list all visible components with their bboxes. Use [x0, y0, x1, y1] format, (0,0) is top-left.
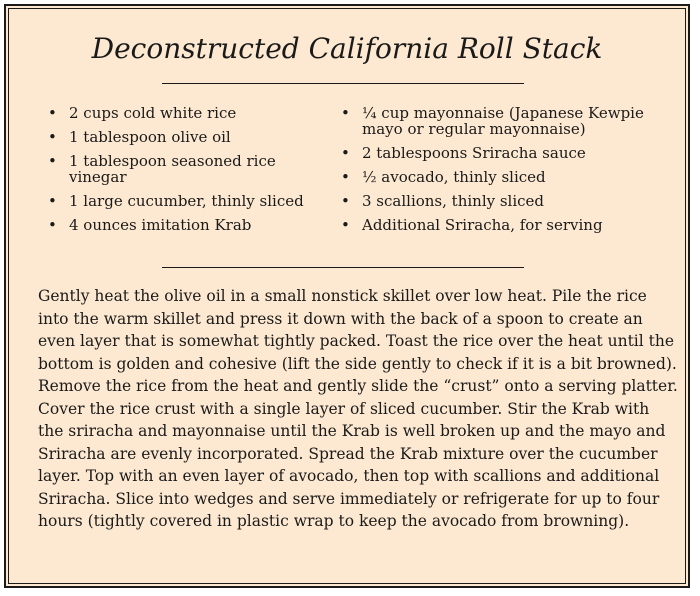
ingredient-item: • ¼ cup mayonnaise (Japanese Kewpie mayo or regular mayonnaise)	[339, 105, 669, 137]
ingredient-item: • 1 large cucumber, thinly sliced	[46, 193, 328, 209]
ingredient-item: • 1 tablespoon seasoned rice vinegar	[46, 153, 328, 185]
ingredient-item: • 2 tablespoons Sriracha sauce	[339, 145, 669, 161]
ingredients-list-right	[339, 105, 669, 241]
recipe-card	[4, 4, 690, 588]
recipe-instructions: Gently heat the olive oil in a small nonstick skillet over low heat. Pile the rice into the warm skillet and press it down with the back of a spoon to create an even layer that is somewhat tightly packed. Toast the rice over the heat until the bottom is golden and cohesive (lift the side gently to check if it is a bit browned). Remove the rice from the heat and gently slide the “crust” onto a serving platter. Cover the rice crust with a single layer of sliced cucumber. Stir the Krab with the sriracha and mayonnaise until the Krab is well broken up and the mayo and Sriracha are evenly incorporated. Spread the Krab mixture over the cucumber layer. Top with an even layer of avocado, then top with scallions and additional Sriracha. Slice into wedges and serve immediately or refrigerate for up to four hours (tightly covered in plastic wrap to keep the avocado from browning).	[38, 287, 678, 530]
ingredient-item: • 4 ounces imitation Krab	[46, 217, 328, 233]
title-divider	[162, 83, 524, 84]
ingredients-divider	[162, 267, 524, 268]
ingredient-item: • 2 cups cold white rice	[46, 105, 328, 121]
ingredient-item: • ½ avocado, thinly sliced	[339, 169, 669, 185]
ingredient-item: • Additional Sriracha, for serving	[339, 217, 669, 233]
ingredient-item: • 3 scallions, thinly sliced	[339, 193, 669, 209]
recipe-title: Deconstructed California Roll Stack	[91, 32, 603, 65]
ingredients-list-left	[46, 105, 328, 241]
ingredient-item: • 1 tablespoon olive oil	[46, 129, 328, 145]
